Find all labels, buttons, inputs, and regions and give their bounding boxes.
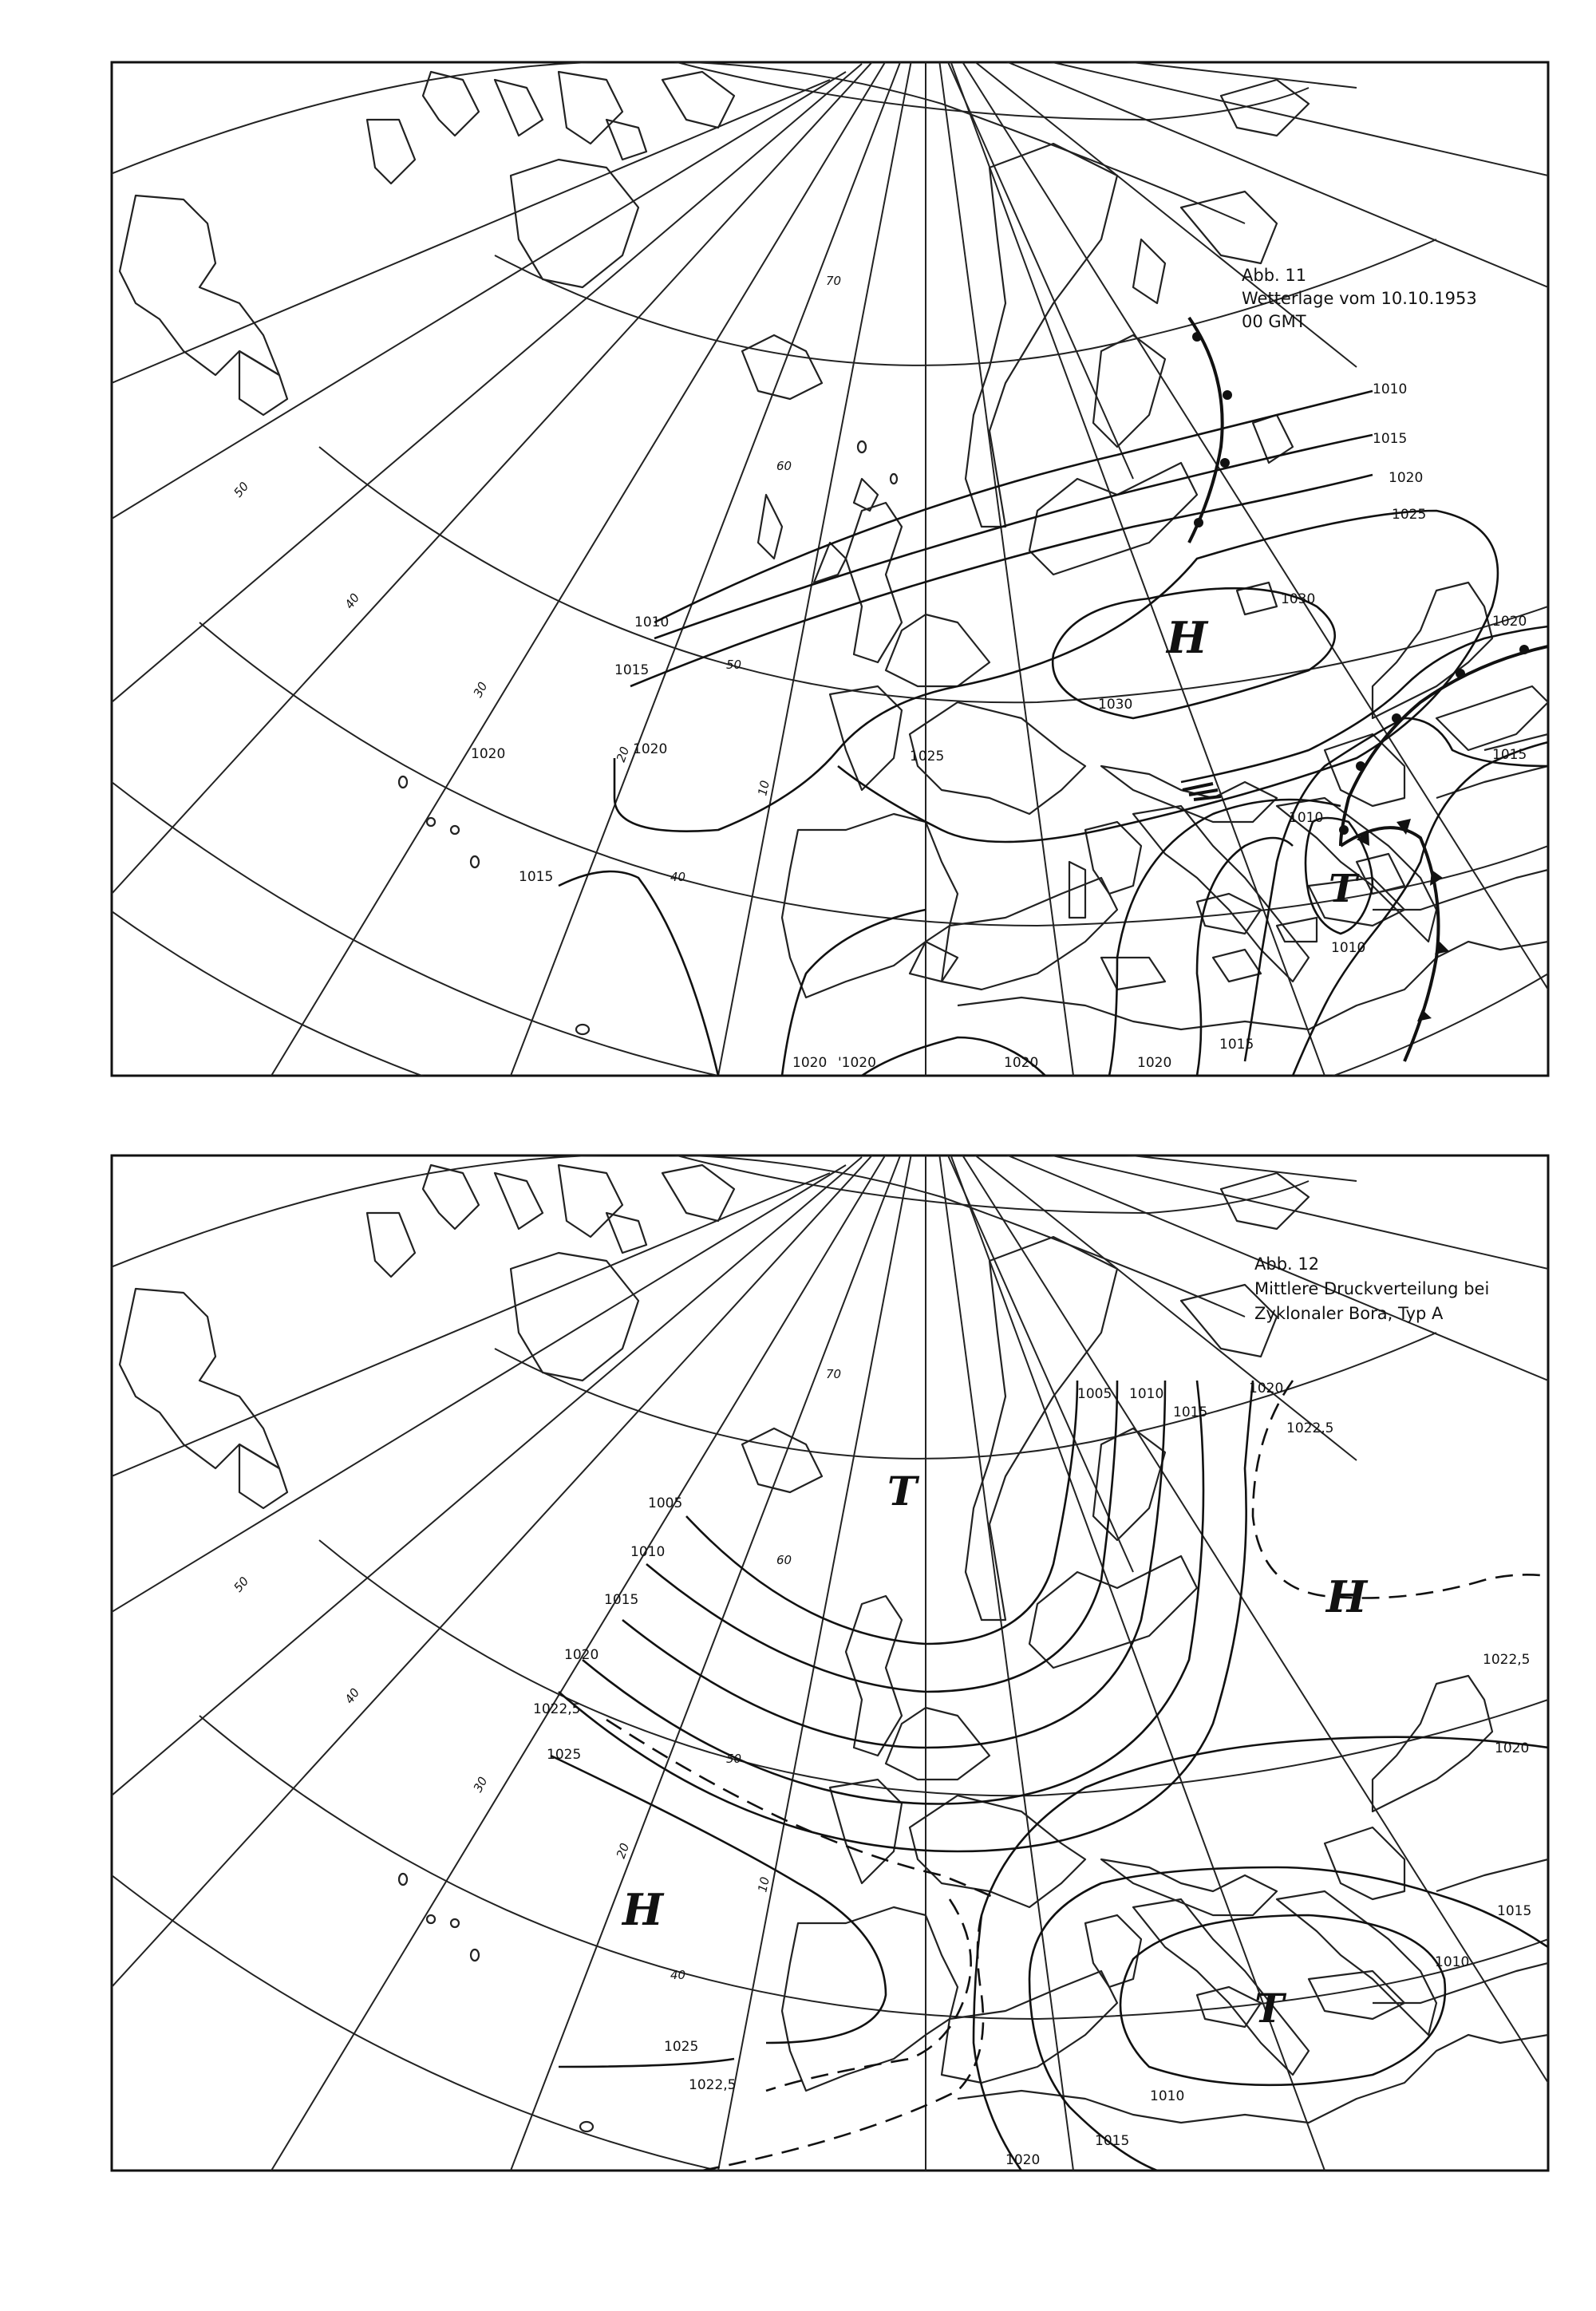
lon-label-20: 20: [613, 1841, 633, 1861]
isobar-label: 1015: [519, 869, 554, 885]
meridian-grid: [112, 48, 1548, 1076]
isobar-label: 1010: [634, 614, 670, 630]
isobar-label: 1025: [547, 1747, 582, 1763]
lon-label-30: 30: [470, 679, 491, 700]
map-frame: [112, 62, 1548, 1076]
low-pressure-center: T: [1329, 867, 1357, 911]
isobar-label: 1020: [1249, 1381, 1284, 1396]
isobar-label: 1030: [1098, 697, 1133, 713]
isobar-label: 1015: [604, 1592, 639, 1608]
isobar-label: 1010: [1435, 1954, 1470, 1970]
isobar-label: 1010: [1373, 381, 1408, 397]
lon-label-10: 10: [755, 779, 772, 797]
isobar-label: 1020: [792, 1055, 828, 1071]
lat-label-50: 50: [726, 658, 742, 672]
isobar-label: 1025: [1392, 507, 1427, 523]
isobar-label: 1010: [1289, 810, 1324, 826]
lon-label-30: 30: [470, 1774, 491, 1795]
isobar-label: 1020: [1492, 614, 1527, 630]
isobar-label: '1020: [838, 1055, 876, 1071]
isobar-label: 1020: [1137, 1055, 1172, 1071]
isobar-label: 1005: [1077, 1386, 1112, 1402]
lat-label-40: 40: [670, 1968, 686, 1982]
isobar-label: 1025: [910, 749, 945, 764]
isobar-label: 1030: [1281, 591, 1316, 607]
caption-title: Wetterlage vom 10.10.1953: [1242, 289, 1477, 308]
isobar-label: 1020: [471, 746, 506, 762]
caption-figure-number: Abb. 11: [1242, 266, 1307, 285]
isobar-label: 1020: [1005, 2152, 1041, 2168]
lat-label-60: 60: [776, 1553, 792, 1567]
lat-label-60: 60: [776, 459, 792, 473]
longitude-labels: [231, 1574, 772, 1893]
lon-label-40: 40: [342, 591, 363, 612]
isobar-label: 1025: [664, 2039, 699, 2055]
isobar-label: 1022,5: [689, 2077, 737, 2093]
isobar-label: 1015: [1095, 2133, 1130, 2149]
lat-label-70: 70: [826, 1367, 842, 1381]
isobar-label: 1022,5: [1483, 1652, 1531, 1668]
map-caption: [1254, 1254, 1489, 1323]
lon-label-40: 40: [342, 1685, 363, 1707]
lat-label-40: 40: [670, 870, 686, 884]
isobar-label: 1015: [614, 662, 650, 678]
isobar-label: 1015: [1173, 1404, 1208, 1420]
high-pressure-center: H: [1326, 1571, 1368, 1622]
isobar-label: 1020: [633, 741, 668, 757]
high-pressure-center: H: [1167, 612, 1208, 663]
low-pressure-center: T: [1254, 1985, 1285, 2032]
isobar-label: 1015: [1492, 747, 1527, 763]
isobar-label: 1015: [1497, 1903, 1532, 1919]
caption-figure-number: Abb. 12: [1254, 1254, 1320, 1274]
isobar-label: 1020: [1389, 470, 1424, 486]
isobar-label: 1010: [1331, 940, 1366, 956]
isobars: [559, 391, 1548, 1076]
caption-subtitle: Zyklonaler Bora, Typ A: [1254, 1304, 1444, 1323]
lat-label-50: 50: [726, 1752, 742, 1766]
isobar-label: 1020: [1004, 1055, 1039, 1071]
isobars: [551, 1381, 1548, 2171]
lon-label-50: 50: [231, 1574, 252, 1595]
isobar-label: 1022,5: [533, 1701, 581, 1717]
lat-label-70: 70: [826, 274, 842, 288]
caption-title: Mittlere Druckverteilung bei: [1254, 1279, 1490, 1298]
isobar-label: 1015: [1219, 1037, 1254, 1053]
low-pressure-center: T: [887, 1468, 918, 1515]
isobar-label: 1015: [1373, 431, 1408, 447]
caption-time: 00 GMT: [1242, 312, 1306, 331]
map-caption: [1242, 266, 1477, 331]
isobar-label: 1020: [1495, 1740, 1530, 1756]
lon-label-10: 10: [755, 1875, 772, 1894]
isobar-label: 1022,5: [1286, 1420, 1334, 1436]
high-pressure-center: H: [622, 1884, 664, 1935]
isobar-label: 1010: [1150, 2088, 1185, 2104]
isobar-label: 1010: [1129, 1386, 1164, 1402]
isobar-label: 1010: [630, 1544, 666, 1560]
isobar-labels: [533, 1381, 1531, 2168]
isobar-label: 1005: [648, 1495, 683, 1511]
isobar-label: 1020: [564, 1647, 599, 1663]
lon-label-20: 20: [613, 745, 633, 764]
map-abb-12: [0, 1125, 1548, 2171]
lon-label-50: 50: [231, 479, 252, 500]
